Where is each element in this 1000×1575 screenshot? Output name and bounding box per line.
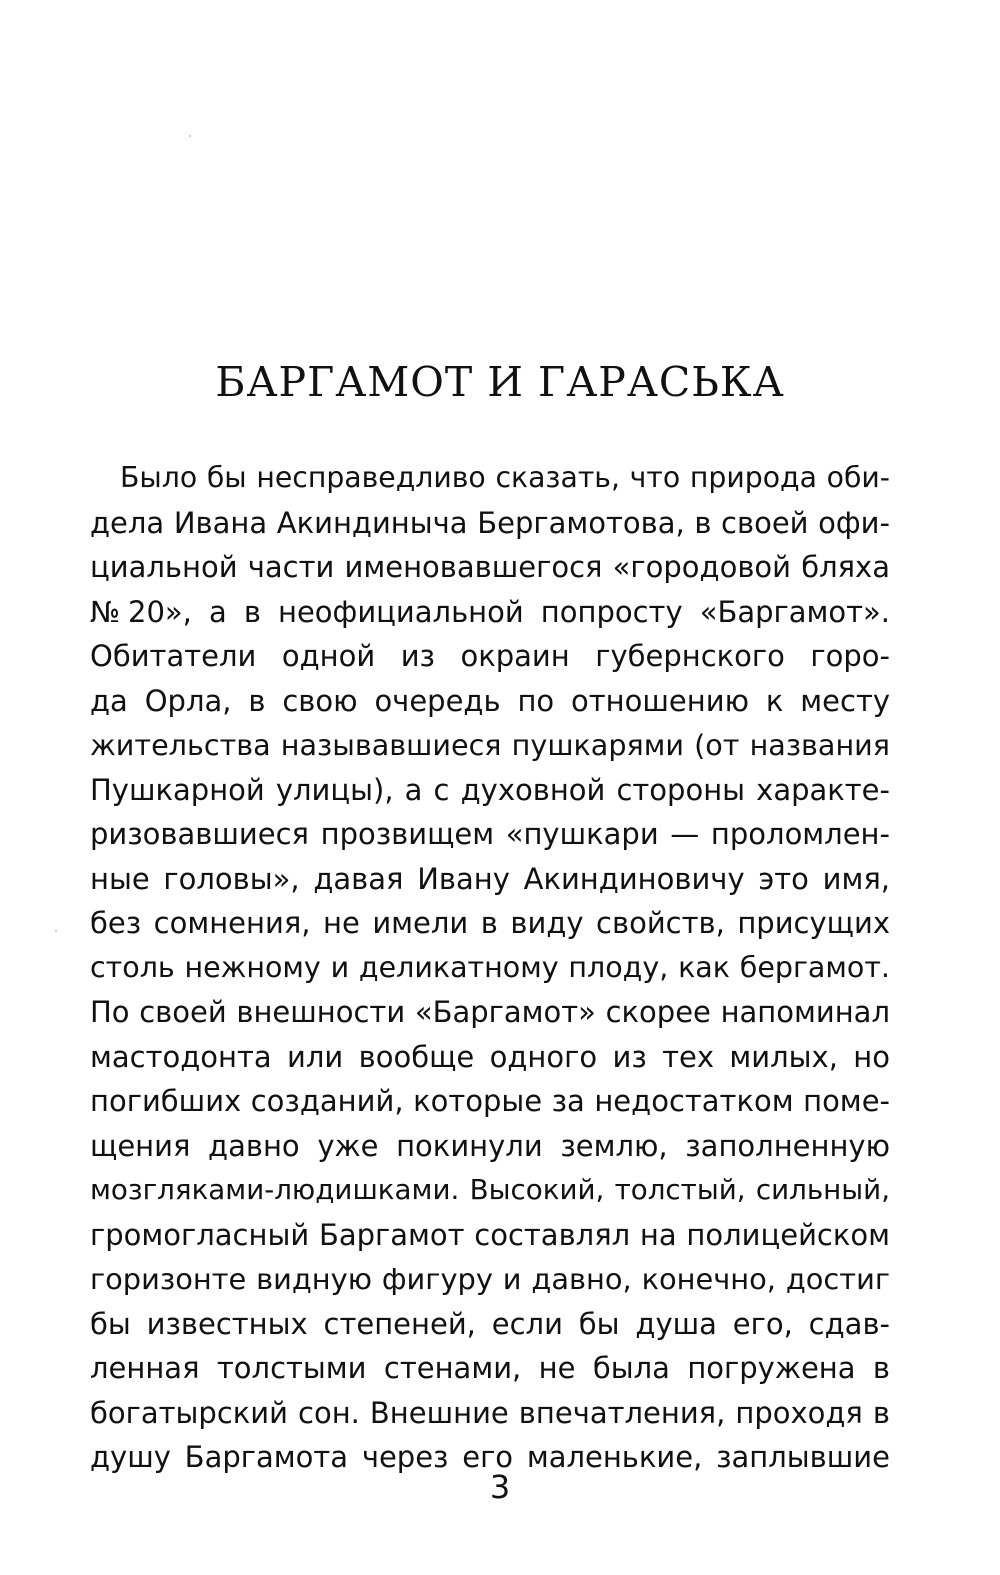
text-line: Обитатели одной из окраин губернского горо- bbox=[90, 639, 890, 673]
text-line: ленная толстыми стенами, не была погружена в bbox=[90, 1351, 890, 1385]
text-line: столь нежному и деликатному плоду, как бергамот. bbox=[90, 950, 890, 984]
text-line: да Орла, в свою очередь по отношению к месту bbox=[90, 683, 890, 718]
text-line: богатырский сон. Внешние впечатления, проходя в bbox=[90, 1395, 890, 1430]
text-line: жительства называвшиеся пушкарями (от названия bbox=[90, 728, 890, 762]
paper-speck bbox=[189, 135, 191, 137]
text-line: щения давно уже покинули землю, заполненную bbox=[90, 1128, 890, 1163]
text-line: Пушкарной улицы), а с духовной стороны характе- bbox=[90, 772, 890, 807]
text-line: без сомнения, не имели в виду свойств, присущих bbox=[90, 906, 890, 940]
text-line: горизонте видную фигуру и давно, конечно, достиг bbox=[90, 1262, 890, 1296]
text-line: душу Баргамота через его маленькие, заплывшие bbox=[90, 1440, 890, 1474]
text-line: По своей внешности «Баргамот» скорее напоминал bbox=[90, 995, 890, 1029]
text-line: мозгляками-людишками. Высокий, толстый, сильный, bbox=[90, 1173, 890, 1206]
page-number: 3 bbox=[489, 1468, 511, 1506]
text-line: громогласный Баргамот составлял на полицейском bbox=[90, 1217, 890, 1252]
text-line: дела Ивана Акиндиныча Бергамотова, в своей офи- bbox=[90, 505, 890, 540]
text-line: бы известных степеней, если бы душа его, сдав- bbox=[90, 1306, 890, 1341]
text-line: №20», а в неофициальной попросту «Баргамот». bbox=[90, 594, 890, 629]
text-line: циальной части именовавшегося «городовой бляха bbox=[90, 550, 890, 584]
text-line: ные головы», давая Ивану Акиндиновичу это имя, bbox=[90, 861, 890, 896]
paper-speck bbox=[55, 930, 57, 932]
body-text bbox=[90, 456, 890, 1480]
chapter-title: БАРГАМОТ И ГАРАСЬКА bbox=[215, 358, 785, 406]
text-line: ризовавшиеся прозвищем «пушкари — проломлен- bbox=[90, 817, 890, 851]
text-line: погибших созданий, которые за недостатком поме- bbox=[90, 1084, 890, 1118]
text-line: Было бы несправедливо сказать, что природа оби- bbox=[120, 461, 890, 494]
text-line: мастодонта или вообще одного из тех милых, но bbox=[90, 1039, 890, 1074]
